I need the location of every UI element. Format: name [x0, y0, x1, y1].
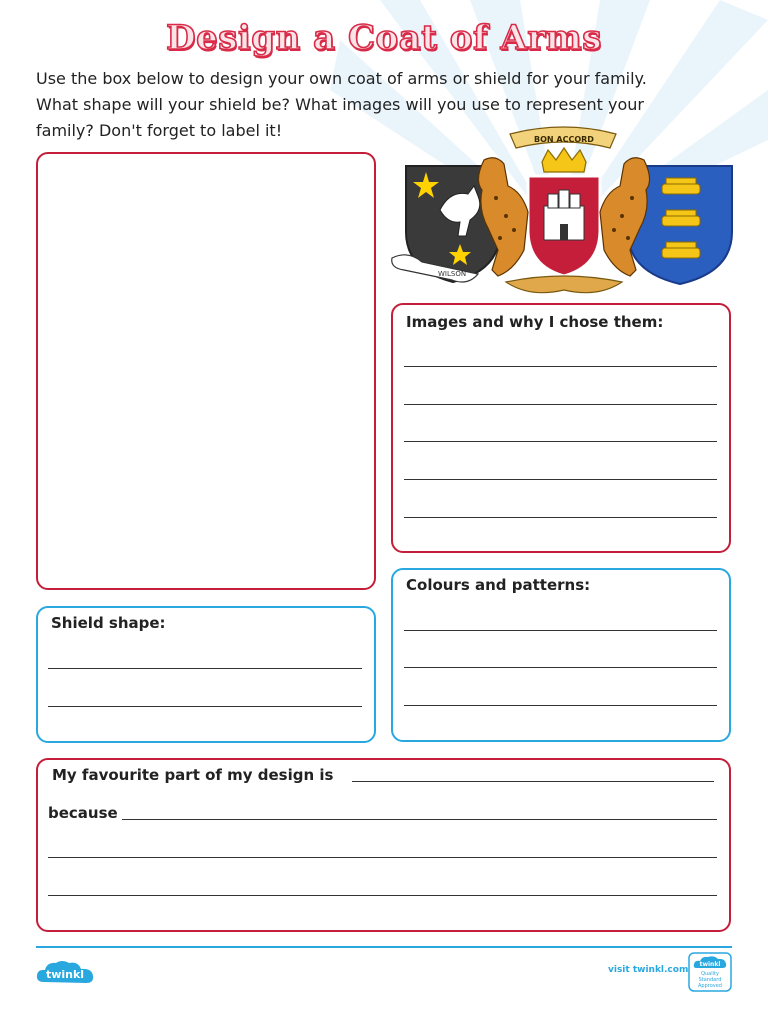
favourite-writing-line-3[interactable] — [48, 895, 717, 896]
intro-line-2: What shape will your shield be? What images will you use to represent your — [36, 95, 644, 114]
shield-writing-line-2[interactable] — [48, 706, 362, 707]
favourite-section-box — [36, 758, 731, 932]
page-title: Design a Coat of Arms — [166, 18, 602, 58]
because-label: because — [48, 804, 118, 822]
favourite-writing-line-2[interactable] — [48, 857, 717, 858]
badge-brand: twinkl — [699, 961, 721, 968]
images-writing-line-1[interactable] — [404, 366, 717, 367]
colours-writing-line-1[interactable] — [404, 630, 717, 631]
colours-writing-line-3[interactable] — [404, 705, 717, 706]
images-writing-line-4[interactable] — [404, 479, 717, 480]
shield-shape-label: Shield shape: — [51, 614, 166, 632]
favourite-label: My favourite part of my design is — [52, 766, 334, 784]
colours-writing-line-2[interactable] — [404, 667, 717, 668]
quality-standard-badge — [688, 952, 732, 992]
colours-label: Colours and patterns: — [406, 576, 591, 594]
images-writing-line-5[interactable] — [404, 517, 717, 518]
twinkl-logo-text: twinkl — [45, 968, 85, 981]
badge-caption: Quality Standard Approved — [698, 971, 722, 989]
intro-line-1: Use the box below to design your own coat of arms or shield for your family. — [36, 69, 647, 88]
colours-section-box — [391, 568, 731, 742]
images-section-box — [391, 303, 731, 553]
because-writing-line[interactable] — [122, 819, 717, 820]
twinkl-logo[interactable] — [34, 958, 98, 988]
intro-line-3: family? Don't forget to label it! — [36, 121, 283, 140]
footer-divider — [36, 946, 732, 948]
images-label: Images and why I chose them: — [406, 313, 664, 331]
shield-writing-line-1[interactable] — [48, 668, 362, 669]
images-writing-line-2[interactable] — [404, 404, 717, 405]
images-writing-line-3[interactable] — [404, 441, 717, 442]
visit-twinkl-link[interactable]: visit twinkl.com — [608, 965, 689, 975]
coat-of-arms-illustration — [388, 120, 740, 302]
crest-name-scroll: WILSON — [438, 270, 467, 278]
crest-motto: BON ACCORD — [534, 135, 594, 144]
design-drawing-box[interactable] — [36, 152, 376, 590]
favourite-writing-line[interactable] — [352, 781, 714, 782]
